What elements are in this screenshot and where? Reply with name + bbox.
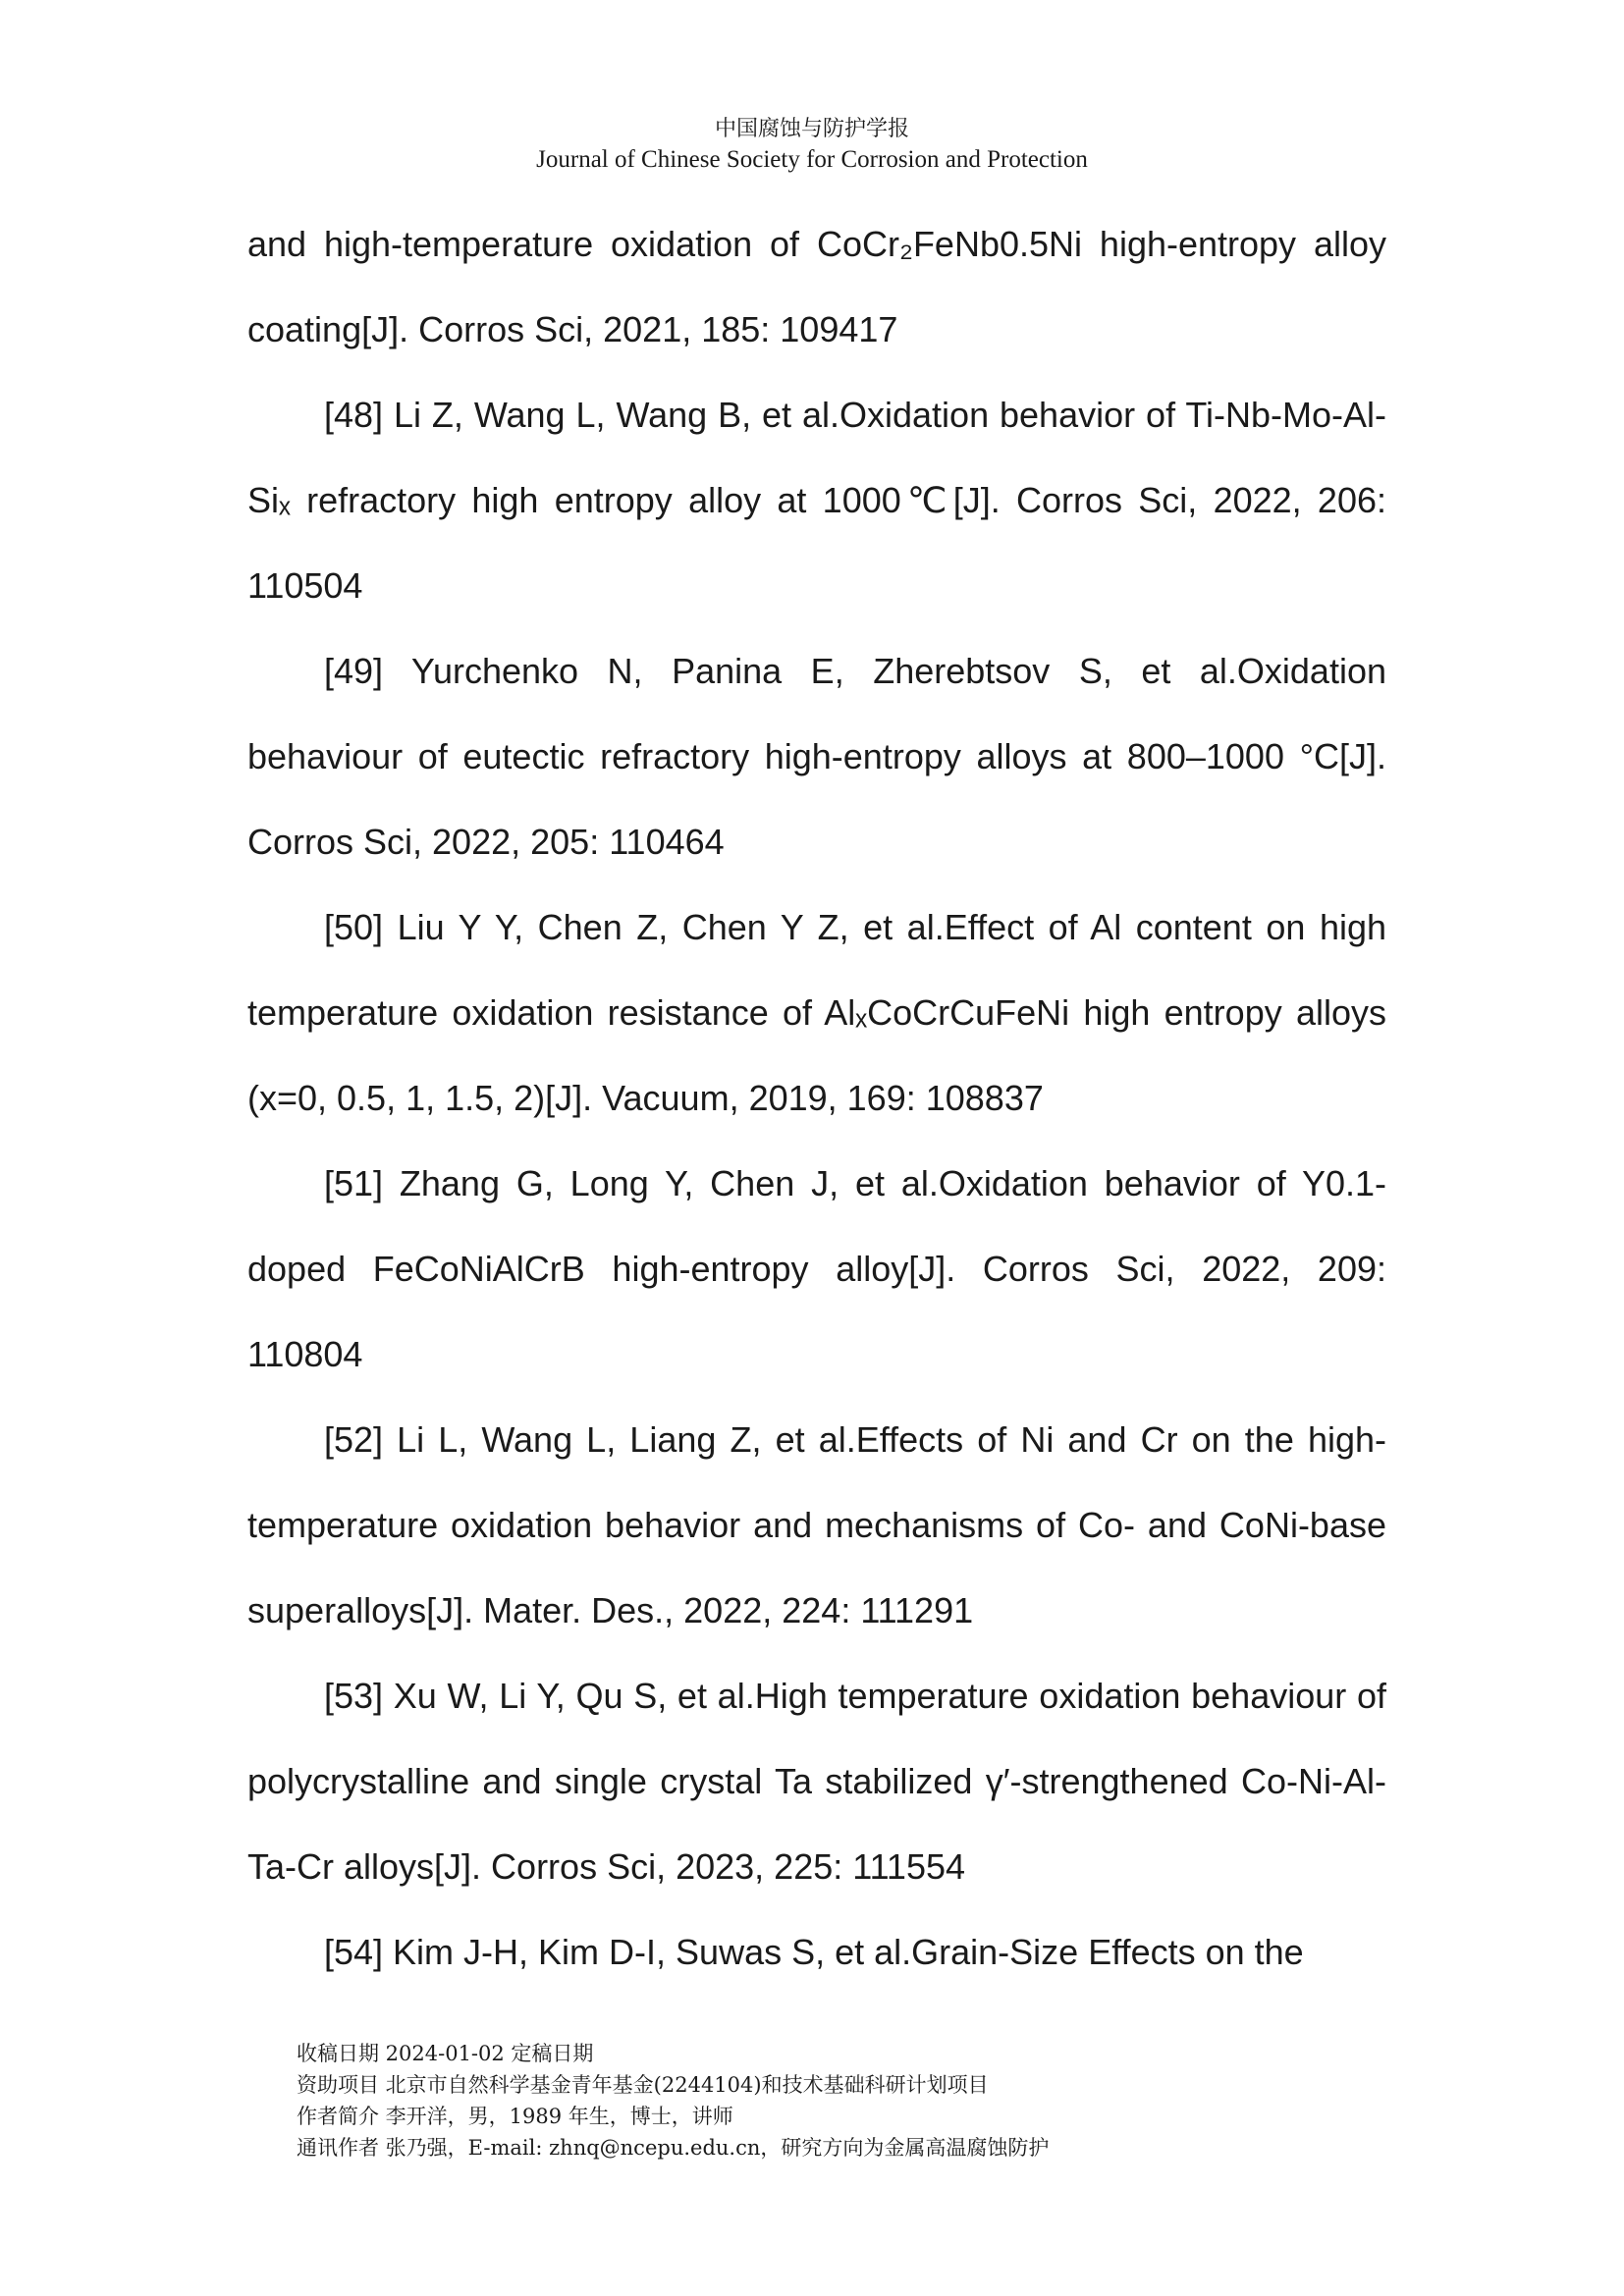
footnote-received-date: 收稿日期 2024-01-02 定稿日期 bbox=[297, 2042, 594, 2065]
footnote-corresponding-author: 通讯作者 张乃强，E-mail: zhnq@ncepu.edu.cn，研究方向为金属高温腐蚀防护 bbox=[297, 2136, 1050, 2160]
running-header bbox=[0, 116, 1624, 176]
journal-title-en: Journal of Chinese Society for Corrosion and Protection bbox=[536, 145, 1088, 173]
reference-list bbox=[247, 201, 1386, 1995]
reference-continuation: and high-temperature oxidation of CoCr₂FeNb0.5Ni high-entropy alloy coating[J]. Corros Sci, 2021, 185: 109417 bbox=[247, 224, 1386, 349]
reference-52: [52] Li L, Wang L, Liang Z, et al.Effects of Ni and Cr on the high-temperature oxidation behavior and mechanisms of Co- and CoNi-base superalloys[J]. Mater. Des., 2022, 224: 111291 bbox=[247, 1419, 1386, 1630]
reference-54: [54] Kim J-H, Kim D-I, Suwas S, et al.Grain-Size Effects on the bbox=[324, 1932, 1304, 1972]
reference-48: [48] Li Z, Wang L, Wang B, et al.Oxidation behavior of Ti-Nb-Mo-Al-Siₓ refractory high entropy alloy at 1000℃[J]. Corros Sci, 2022, 206: 110504 bbox=[247, 395, 1386, 606]
footnote-block bbox=[297, 2038, 1475, 2163]
footnote-author-bio: 作者简介 李开洋，男，1989 年生，博士，讲师 bbox=[297, 2105, 733, 2128]
reference-51: [51] Zhang G, Long Y, Chen J, et al.Oxidation behavior of Y0.1-doped FeCoNiAlCrB high-entropy alloy[J]. Corros Sci, 2022, 209: 110804 bbox=[247, 1163, 1386, 1374]
reference-49: [49] Yurchenko N, Panina E, Zherebtsov S, et al.Oxidation behaviour of eutectic refractory high-entropy alloys at 800–1000 °C[J]. Corros Sci, 2022, 205: 110464 bbox=[247, 651, 1386, 862]
reference-50: [50] Liu Y Y, Chen Z, Chen Y Z, et al.Effect of Al content on high temperature oxidation resistance of AlₓCoCrCuFeNi high entropy alloys (x=0, 0.5, 1, 1.5, 2)[J]. Vacuum, 2019, 169: 108837 bbox=[247, 907, 1386, 1118]
footnote-funding: 资助项目 北京市自然科学基金青年基金(2244104)和技术基础科研计划项目 bbox=[297, 2073, 989, 2097]
journal-title-cn: 中国腐蚀与防护学报 bbox=[714, 117, 909, 141]
reference-53: [53] Xu W, Li Y, Qu S, et al.High temperature oxidation behaviour of polycrystalline and single crystal Ta stabilized γ′-strengthened Co-Ni-Al-Ta-Cr alloys[J]. Corros Sci, 2023, 225: 111554 bbox=[247, 1676, 1386, 1887]
